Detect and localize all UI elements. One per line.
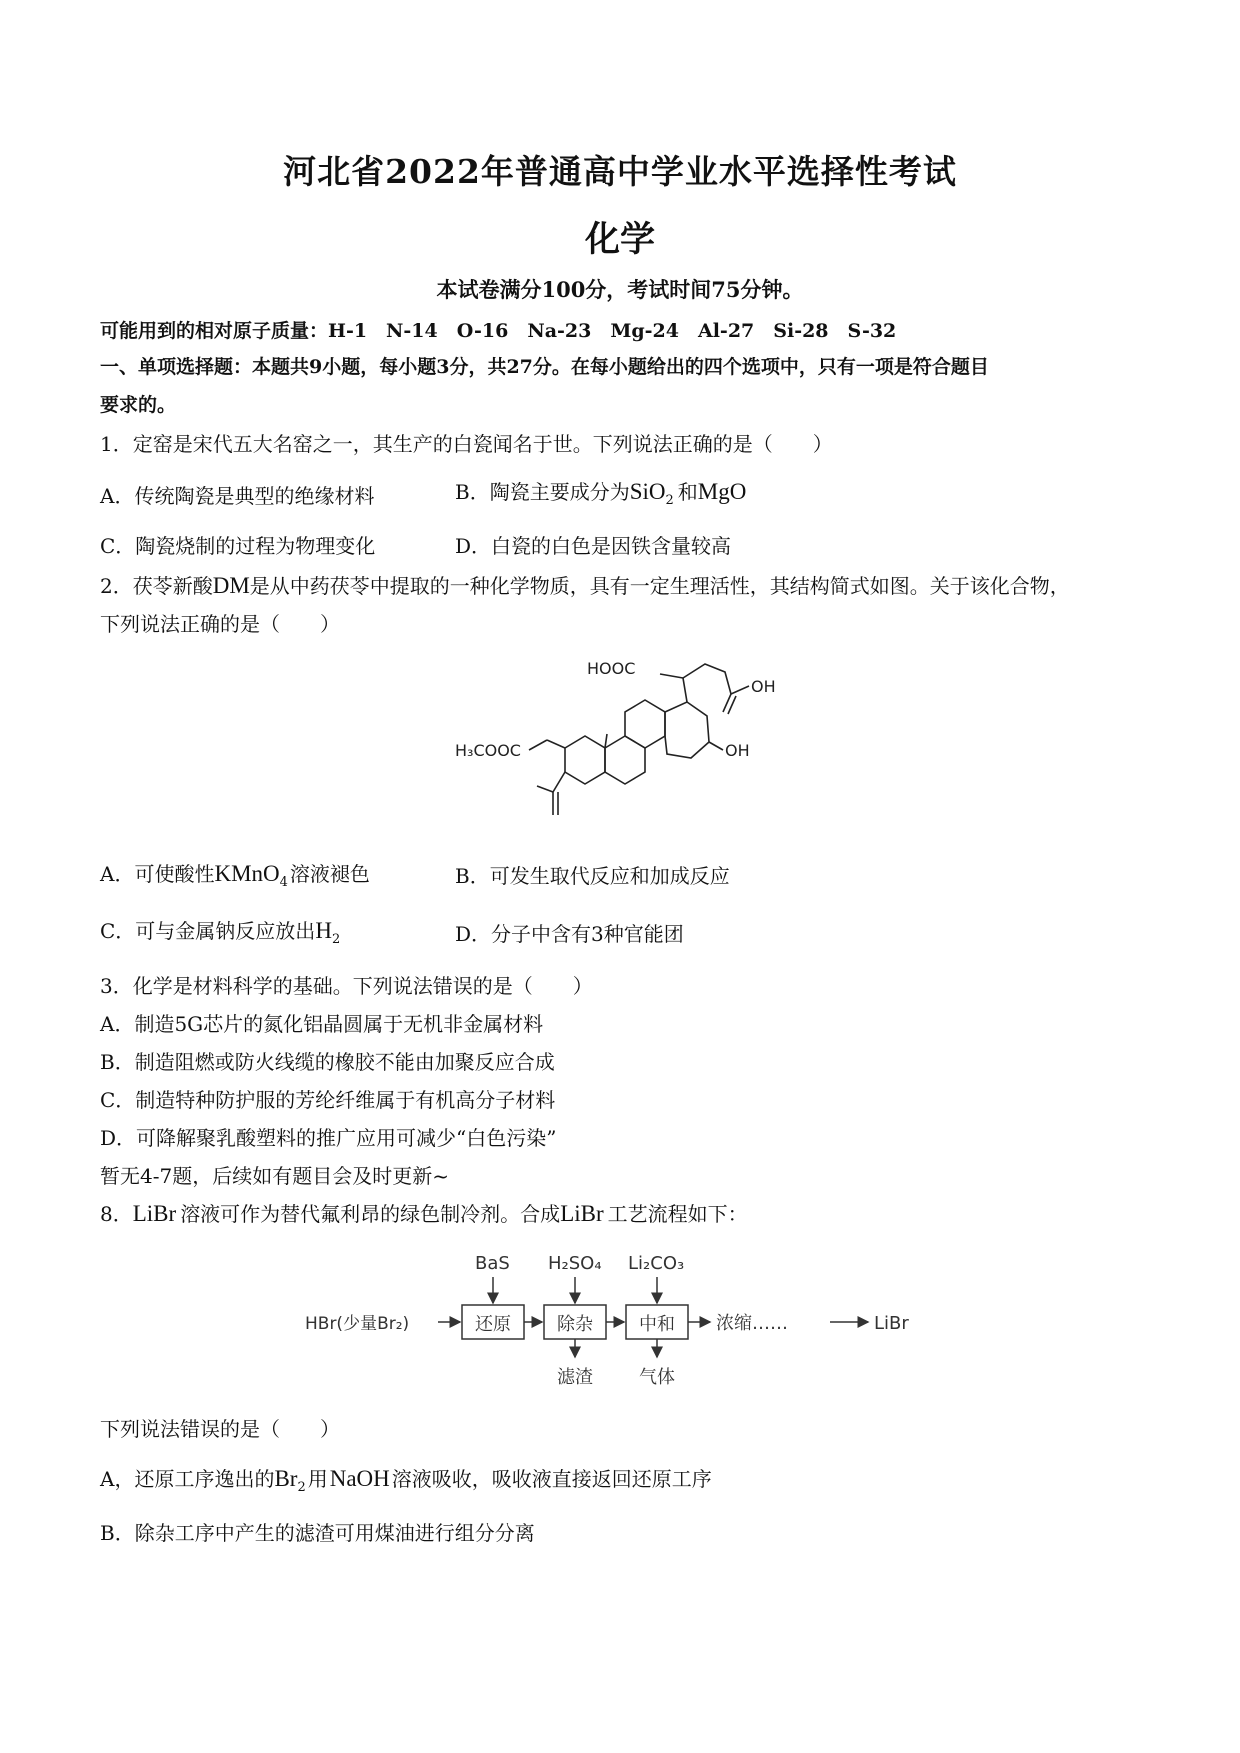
q1-option-b-sub: 2	[665, 493, 674, 508]
q2-stem-post: 是从中药茯苓中提取的一种化学物质，具有一定生理活性，其结构简式如图。关于该化合物，	[249, 574, 1070, 598]
q8-stem	[100, 1198, 748, 1227]
q1-stem: 1．定窑是宋代五大名窑之一，其生产的白瓷闻名于世。下列说法正确的是（ ）	[100, 432, 833, 456]
q2-stem-dm: DM	[212, 573, 250, 598]
exam-title: 河北省2022年普通高中学业水平选择性考试	[283, 152, 957, 191]
q2-stem-line1	[100, 570, 1070, 599]
q8-option-a-mid: 用	[307, 1467, 328, 1491]
q8-stem-num: 8．	[100, 1202, 133, 1226]
flow-output-gas: 气体	[639, 1367, 675, 1388]
q2-option-b: B．可发生取代反应和加成反应	[455, 864, 730, 888]
q8-stem-line2: 下列说法错误的是（ ）	[100, 1417, 340, 1441]
q2-stem-line2: 下列说法正确的是（ ）	[100, 612, 340, 636]
q1-option-b-formula2: MgO	[697, 479, 747, 504]
q3-option-c: C．制造特种防护服的芳纶纤维属于有机高分子材料	[100, 1088, 556, 1112]
structure-label-hooc: HOOC	[587, 659, 636, 678]
q2-option-a-formula: KMnO	[214, 861, 280, 886]
q2-option-a-pre: A．可使酸性	[100, 862, 215, 886]
q2-option-a-sub: 4	[279, 875, 288, 890]
flow-product: LiBr	[874, 1313, 909, 1334]
q3-option-d: D．可降解聚乳酸塑料的推广应用可减少“白色污染”	[100, 1126, 557, 1150]
q3-option-b: B．制造阻燃或防火线缆的橡胶不能由加聚反应合成	[100, 1050, 555, 1074]
q2-option-c	[100, 915, 341, 947]
flow-step-reduce: 还原	[475, 1314, 511, 1335]
q2-option-c-formula: H	[315, 918, 332, 943]
q8-option-a-pre: A，还原工序逸出的	[100, 1467, 275, 1491]
q1-option-b	[455, 476, 747, 508]
flow-input: HBr(少量Br₂)	[305, 1314, 410, 1334]
q1-option-d: D．白瓷的白色是因铁含量较高	[455, 534, 732, 558]
q2-option-d: D．分子中含有3种官能团	[455, 922, 684, 946]
q8-option-a-formula2: NaOH	[329, 1466, 390, 1491]
flow-output-residue: 滤渣	[557, 1367, 593, 1388]
q2-option-a-post: 溶液褪色	[289, 862, 370, 886]
q2-option-a	[100, 858, 370, 890]
q1-option-b-and: 和	[677, 480, 698, 504]
flow-step-neutralize: 中和	[639, 1314, 675, 1335]
q8-stem-formula1: LiBr	[132, 1201, 177, 1226]
flow-step-concentrate: 浓缩……	[716, 1313, 788, 1334]
q3-option-a: A．制造5G芯片的氮化铝晶圆属于无机非金属材料	[100, 1012, 544, 1036]
flow-reagent-bas: BaS	[475, 1253, 510, 1274]
q1-option-c: C．陶瓷烧制的过程为物理变化	[100, 534, 376, 558]
structure-label-oh2: OH	[725, 741, 750, 760]
q3-stem: 3．化学是材料科学的基础。下列说法错误的是（ ）	[100, 974, 593, 998]
missing-questions-note: 暂无4-7题，后续如有题目会及时更新~	[100, 1164, 449, 1188]
q8-option-a-post: 溶液吸收，吸收液直接返回还原工序	[391, 1467, 712, 1491]
q8-stem-mid: 溶液可作为替代氟利昂的绿色制冷剂。合成	[180, 1202, 561, 1226]
q8-option-a	[100, 1463, 712, 1495]
structure-label-h3cooc: H₃COOC	[455, 741, 521, 760]
flow-reagent-li2co3: Li₂CO₃	[628, 1253, 685, 1274]
section1-heading-line2: 要求的。	[100, 394, 177, 416]
q8-option-a-sub: 2	[297, 1480, 306, 1495]
flow-step-purify: 除杂	[557, 1314, 593, 1335]
librx-process-flow	[300, 1245, 940, 1395]
q8-option-b: B．除杂工序中产生的滤渣可用煤油进行组分分离	[100, 1521, 535, 1545]
q1-option-b-formula1: SiO	[629, 479, 666, 504]
q8-option-a-formula: Br	[274, 1466, 298, 1491]
q2-stem-pre: 2．茯苓新酸	[100, 574, 213, 598]
exam-info: 本试卷满分100分，考试时间75分钟。	[436, 277, 804, 302]
structure-label-oh1: OH	[751, 677, 776, 696]
section1-heading-line1: 一、单项选择题：本题共9小题，每小题3分，共27分。在每小题给出的四个选项中，只有一项是符合题目	[100, 356, 989, 378]
q8-stem-post: 工艺流程如下：	[607, 1202, 748, 1226]
dm-structure-diagram	[455, 650, 785, 825]
q1-option-a: A．传统陶瓷是典型的绝缘材料	[100, 484, 375, 508]
atomic-masses: 可能用到的相对原子质量：H-1 N-14 O-16 Na-23 Mg-24 Al-27 Si-28 S-32	[100, 320, 897, 342]
q2-option-c-pre: C．可与金属钠反应放出	[100, 919, 316, 943]
flow-reagent-h2so4: H₂SO₄	[548, 1253, 602, 1274]
q8-stem-formula2: LiBr	[560, 1201, 604, 1226]
q1-option-b-text: B．陶瓷主要成分为	[455, 480, 630, 504]
q2-option-c-sub: 2	[331, 932, 341, 947]
subject-title: 化学	[584, 219, 655, 260]
